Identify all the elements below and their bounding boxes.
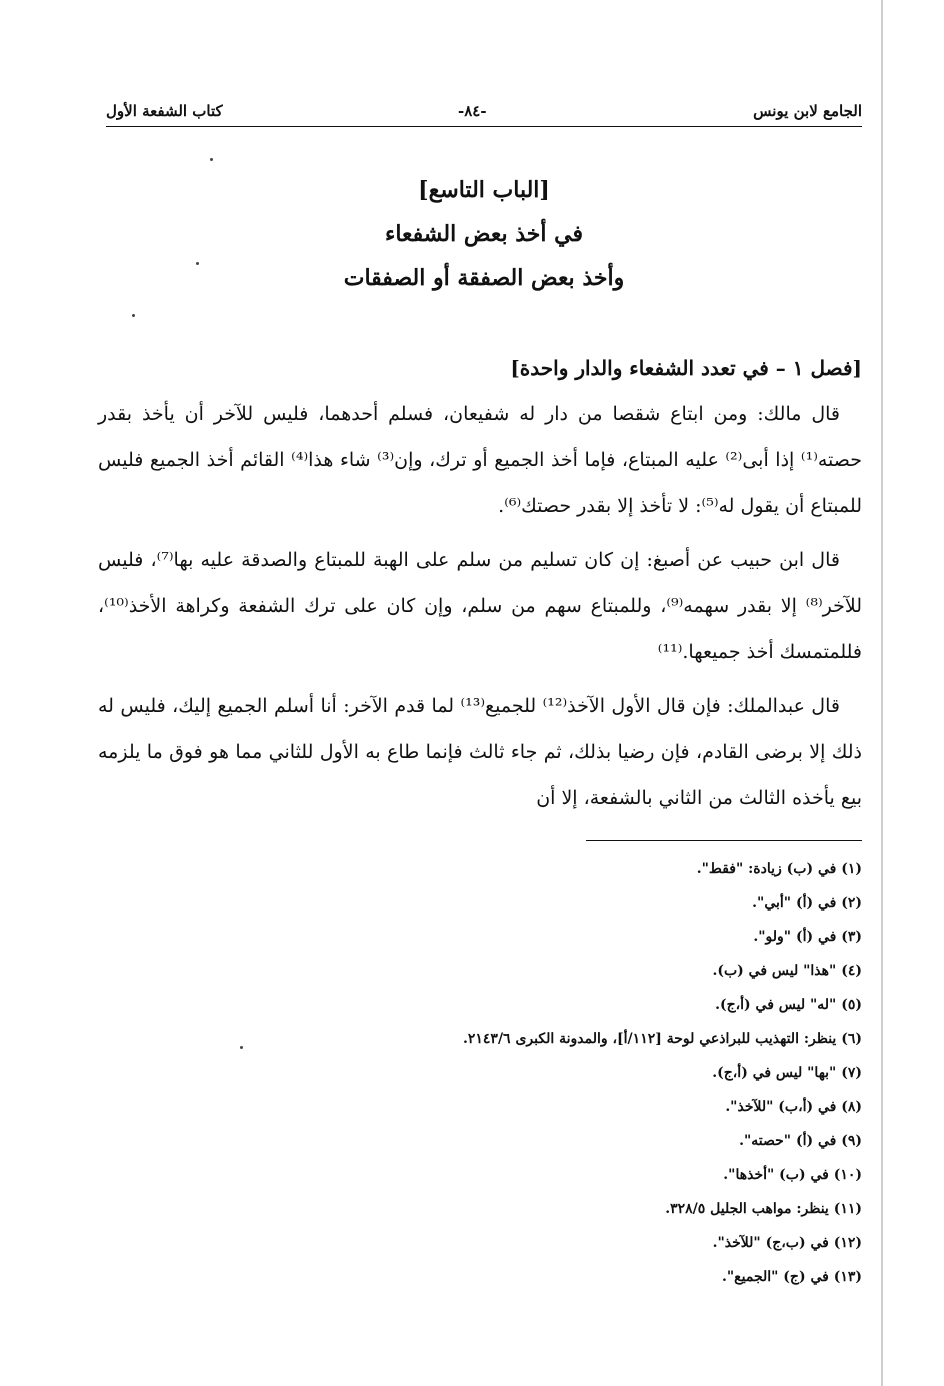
footnote-item: (٤) "هذا" ليس في (ب). (712, 963, 862, 979)
footnote-item: (٣) في (أ) "ولو". (753, 929, 862, 945)
paragraph-ibn-habib: قال ابن حبيب عن أصبغ: إن كان تسليم من سلم على الهبة للمبتاع والصدقة عليه بها⁽⁷⁾، فليس للآخر⁽⁸⁾ إلا بقدر سهمه⁽⁹⁾، وللمبتاع سهم من سلم، وإن كان على ترك الشفعة وكراهة الأخذ⁽¹⁰⁾، فللمتمسك أخذ جميعها.⁽¹¹⁾ (98, 549, 862, 663)
paragraph-abdulmalik: قال عبدالملك: فإن قال الأول الآخذ⁽¹²⁾ للجميع⁽¹³⁾ لما قدم الآخر: أنا أسلم الجميع إليك، فليس له ذلك إلا برضى القادم، فإن رضيا بذلك، ثم جاء ثالث فإنما طاع به الأول للثاني مما هو فوق ما يلزمه بيع يأخذه الثالث من الثاني بالشفعة، إلا أن (98, 695, 862, 809)
section-title: [فصل ١ – في تعدد الشفعاء والدار واحدة] (510, 356, 862, 380)
footnote-item: (٩) في (أ) "حصته". (739, 1133, 862, 1149)
footnote-item: (٨) في (أ،ب) "للآخذ". (725, 1099, 862, 1115)
footnote-item: (١٢) في (ب،ج) "للآخذ". (712, 1235, 862, 1251)
header-chapter-title: كتاب الشفعة الأول (106, 102, 223, 120)
footnote-item: (٦) ينظر: التهذيب للبراذعي لوحة [١١٢/أ]، والمدونة الكبرى ٢١٤٣/٦. (462, 1031, 862, 1047)
scan-speck (210, 158, 213, 161)
scan-speck (132, 314, 135, 317)
footnote-item: (٥) "له" ليس في (أ،ج). (715, 997, 862, 1013)
running-header (106, 100, 862, 127)
scan-speck (240, 1046, 243, 1049)
chapter-subtitle-line-1: في أخذ بعض الشفعاء (384, 221, 583, 247)
header-book-title: الجامع لابن يونس (753, 102, 862, 120)
scan-speck (196, 262, 199, 265)
chapter-heading-block (106, 168, 862, 300)
footnote-separator (586, 840, 862, 841)
chapter-title: [الباب التاسع] (418, 177, 550, 203)
page-edge-line (881, 0, 883, 1386)
main-text (98, 345, 862, 821)
footnote-item: (١٠) في (ب) "أخذها". (723, 1167, 862, 1183)
footnotes-list (300, 852, 862, 1294)
paragraph-malik: قال مالك: ومن ابتاع شقصا من دار له شفيعان، فسلم أحدهما، فليس للآخر أن يأخذ بقدر حصته⁽¹⁾ إذا أبى⁽²⁾ عليه المبتاع، فإما أخذ الجميع أو ترك، وإن⁽³⁾ شاء هذا⁽⁴⁾ القائم أخذ الجميع فليس للمبتاع أن يقول له⁽⁵⁾: لا تأخذ إلا بقدر حصتك⁽⁶⁾. (98, 403, 862, 517)
footnote-item: (٧) "بها" ليس في (أ،ج). (712, 1065, 862, 1081)
footnote-item: (٢) في (أ) "أبي". (752, 895, 862, 911)
footnote-item: (١١) ينظر: مواهب الجليل ٣٢٨/٥. (665, 1201, 862, 1217)
footnote-item: (١) في (ب) زيادة: "فقط". (696, 861, 862, 877)
footnote-item: (١٣) في (ج) "الجميع". (722, 1269, 862, 1285)
chapter-subtitle-line-2: وأخذ بعض الصفقة أو الصفقات (343, 265, 625, 291)
header-page-number: -٨٤- (458, 102, 487, 120)
